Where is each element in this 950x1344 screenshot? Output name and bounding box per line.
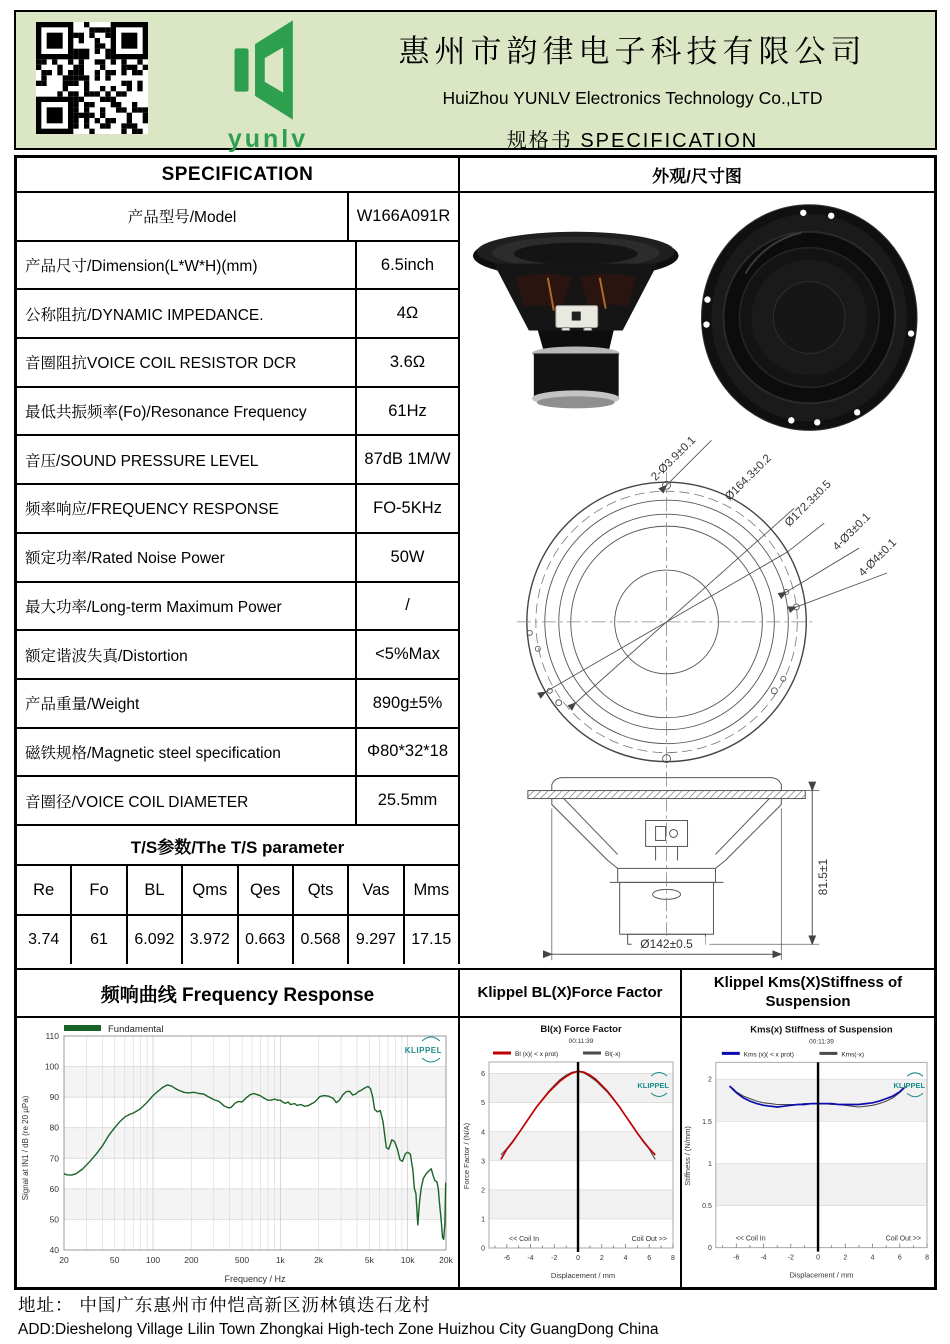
dimension-drawing [460, 193, 934, 968]
svg-text:2: 2 [599, 1255, 604, 1262]
svg-text:100: 100 [145, 1255, 161, 1265]
kms-chart-cell [682, 970, 934, 1287]
spec-label: 频率响应/FREQUENCY RESPONSE [17, 485, 357, 532]
ts-column-header: Re [17, 866, 72, 914]
svg-text:100: 100 [44, 1061, 59, 1072]
ts-values [17, 916, 460, 964]
spec-value: FO-5KHz [373, 498, 442, 517]
svg-text:-4: -4 [527, 1255, 534, 1262]
svg-text:2: 2 [481, 1187, 485, 1195]
fr-legend-swatch [64, 1025, 101, 1031]
svg-text:-4: -4 [760, 1254, 767, 1262]
svg-text:KLIPPEL: KLIPPEL [893, 1081, 926, 1091]
spec-label: 公称阻抗/DYNAMIC IMPEDANCE. [17, 290, 357, 337]
ts-value: 9.297 [349, 916, 404, 964]
svg-text:2k: 2k [314, 1255, 324, 1265]
svg-text:-6: -6 [503, 1255, 510, 1262]
spec-rows [17, 193, 460, 826]
ts-value: 0.568 [294, 916, 349, 964]
svg-text:1: 1 [707, 1160, 712, 1168]
bl-coil-in: << Coil In [509, 1236, 539, 1243]
spec-label: 产品型号/Model [17, 193, 349, 240]
front-dimension-labels [649, 434, 899, 579]
svg-text:4: 4 [623, 1255, 628, 1262]
spec-row [17, 436, 458, 485]
dim-label: Ø172.3±0.5 [782, 478, 834, 530]
svg-text:6: 6 [481, 1071, 485, 1079]
spec-label: 最大功率/Long-term Maximum Power [17, 583, 357, 630]
ts-value: 6.092 [128, 916, 183, 964]
svg-text:KLIPPEL: KLIPPEL [404, 1046, 442, 1055]
spec-value: 61Hz [388, 401, 427, 420]
spec-table-title: SPECIFICATION [17, 158, 460, 193]
bl-legend-label-2: Bl(-x) [605, 1051, 621, 1058]
svg-text:-2: -2 [787, 1254, 794, 1262]
drawing-panel-title: 外观/尺寸图 [460, 158, 934, 193]
svg-text:2: 2 [707, 1076, 712, 1084]
fr-legend-label: Fundamental [108, 1024, 164, 1035]
kms-coil-in: << Coil In [735, 1235, 766, 1243]
spec-value: 890g±5% [372, 693, 443, 712]
svg-text:4: 4 [481, 1129, 485, 1137]
kms-chart [682, 1020, 934, 1287]
ts-column-header: BL [128, 866, 183, 914]
spec-row [17, 388, 458, 437]
speaker-logo-icon [208, 16, 328, 124]
spec-row [17, 290, 458, 339]
svg-text:4: 4 [870, 1254, 875, 1262]
svg-text:20: 20 [59, 1255, 69, 1265]
svg-text:70: 70 [49, 1153, 59, 1164]
svg-text:-2: -2 [551, 1255, 558, 1262]
kms-coil-out: Coil Out >> [885, 1235, 922, 1243]
dim-label: Ø164.3±0.2 [723, 452, 774, 504]
ts-value: 61 [72, 916, 127, 964]
kms-subtitle: 00:11:39 [809, 1038, 834, 1046]
spec-value: 87dB 1M/W [364, 450, 451, 469]
spec-row [17, 242, 458, 291]
svg-text:2: 2 [843, 1254, 848, 1262]
ts-column-header: Fo [72, 866, 127, 914]
svg-text:10k: 10k [400, 1255, 415, 1265]
spec-row [17, 193, 458, 242]
kms-title: Kms(x) Stiffness of Suspension [750, 1024, 893, 1036]
svg-text:90: 90 [49, 1092, 59, 1103]
ts-value: 3.972 [183, 916, 238, 964]
svg-text:1k: 1k [275, 1255, 285, 1265]
company-name-cn: 惠州市韵律电子科技有限公司 [398, 34, 867, 69]
ts-column-header: Mms [413, 880, 450, 899]
address-en: ADD:Dieshelong Village Lilin Town Zhongkai High-tech Zone Huizhou City GuangDong China [18, 1321, 659, 1338]
kms-legend-label-2: Kms(-x) [841, 1051, 865, 1059]
dim-label: 4-Ø4±0.1 [856, 536, 900, 580]
fr-chart [17, 1020, 458, 1287]
document-title: 规格书 SPECIFICATION [506, 130, 759, 152]
spec-value: 4Ω [396, 304, 419, 323]
svg-text:20k: 20k [439, 1255, 453, 1265]
kms-ylabel: Stiffness / (N/mm) [682, 1126, 692, 1186]
svg-text:8: 8 [671, 1255, 675, 1262]
company-logo [202, 16, 334, 154]
spec-label: 最低共振频率(Fo)/Resonance Frequency [17, 388, 357, 435]
footer [18, 1292, 938, 1339]
spec-label: 额定功率/Rated Noise Power [17, 534, 357, 581]
drawing-area [460, 193, 934, 968]
spec-row [17, 339, 458, 388]
spec-value: 6.5inch [380, 255, 435, 274]
bl-ylabel: Force Factor / (N/A) [462, 1122, 471, 1190]
ts-column-header: Vas [349, 866, 404, 914]
spec-label: 额定谐波失真/Distortion [17, 631, 357, 678]
spec-row [17, 485, 458, 534]
spec-label: 磁铁规格/Magnetic steel specification [17, 729, 357, 776]
bl-chart-cell [460, 970, 682, 1287]
spec-label: 产品尺寸/Dimension(L*W*H)(mm) [17, 242, 357, 289]
spec-value: 3.6Ω [389, 352, 426, 371]
bl-chart [460, 1020, 680, 1287]
dim-label: 4-Ø3±0.1 [830, 510, 874, 554]
svg-text:200: 200 [184, 1255, 199, 1265]
svg-text:-6: -6 [733, 1254, 740, 1262]
dim-label: 2-Ø3.9±0.1 [649, 434, 699, 484]
ts-head [17, 866, 460, 916]
bl-xlabel: Displacement / mm [550, 1271, 616, 1280]
spec-value: / [405, 596, 410, 615]
main-table [14, 155, 937, 1290]
fr-header: 频响曲线 Frequency Response [17, 970, 458, 1018]
ts-column-header: Qms [183, 866, 238, 914]
logo-wordmark: yunlv [227, 125, 309, 153]
speaker-photo-front [701, 205, 917, 431]
svg-text:0: 0 [707, 1245, 712, 1253]
header-titles [338, 12, 927, 153]
frequency-response-cell [17, 970, 460, 1287]
speaker-photo-side [473, 232, 679, 409]
spec-row [17, 729, 458, 778]
svg-text:0: 0 [481, 1245, 485, 1253]
svg-text:110: 110 [45, 1031, 59, 1041]
kms-legend-label-1: Kms (x)( < x prot) [743, 1051, 794, 1059]
svg-text:0: 0 [816, 1254, 820, 1262]
company-name-en: HuiZhou YUNLV Electronics Technology Co.,LTD [442, 88, 823, 108]
address-cn: 地址： 中国广东惠州市仲恺高新区沥林镇迭石龙村 [18, 1295, 431, 1315]
bl-legend-label-1: Bl (x)( < x prot) [515, 1051, 559, 1058]
spec-row [17, 777, 458, 826]
svg-text:0: 0 [576, 1255, 580, 1262]
fr-xlabel: Frequency / Hz [224, 1274, 286, 1284]
ts-value: 3.74 [17, 916, 72, 964]
svg-text:80: 80 [49, 1122, 59, 1133]
svg-text:500: 500 [234, 1255, 250, 1265]
ts-value: 17.15 [411, 931, 452, 948]
svg-text:8: 8 [925, 1254, 929, 1262]
svg-text:5: 5 [481, 1100, 485, 1108]
front-dimension-drawing [517, 440, 887, 775]
spec-row [17, 534, 458, 583]
svg-text:50: 50 [49, 1214, 59, 1225]
charts-row [17, 968, 934, 1287]
qr-code-icon [36, 22, 148, 134]
spec-row [17, 680, 458, 729]
spec-label: 产品重量/Weight [17, 680, 357, 727]
ts-table-title: T/S参数/The T/S parameter [17, 826, 460, 866]
svg-text:KLIPPEL: KLIPPEL [637, 1081, 669, 1090]
svg-text:6: 6 [897, 1254, 902, 1262]
svg-text:5k: 5k [364, 1255, 374, 1265]
bl-title: Bl(x) Force Factor [540, 1024, 622, 1035]
svg-text:40: 40 [49, 1245, 59, 1255]
side-height-label: 81.5±1 [816, 858, 831, 896]
side-dimension-labels [632, 858, 831, 951]
spec-value: 50W [390, 547, 425, 566]
svg-text:1.5: 1.5 [702, 1118, 712, 1126]
ts-column-header: Qes [239, 866, 294, 914]
specification-column [17, 158, 460, 968]
side-dimension-drawing [528, 773, 819, 961]
spec-value: 25.5mm [377, 791, 438, 810]
kms-xlabel: Displacement / mm [789, 1270, 854, 1280]
svg-text:6: 6 [647, 1255, 652, 1262]
spec-label: 音压/SOUND PRESSURE LEVEL [17, 436, 357, 483]
drawing-column [460, 158, 934, 968]
spec-label: 音圈径/VOICE COIL DIAMETER [17, 777, 357, 824]
spec-value: <5%Max [375, 645, 440, 664]
kms-header: Klippel Kms(X)Stiffness of Suspension [682, 970, 934, 1018]
fr-ylabel: Signal at IN1 / dB (re 20 µPa) [21, 1095, 30, 1201]
svg-text:1: 1 [481, 1216, 485, 1224]
svg-text:3: 3 [481, 1158, 485, 1166]
svg-text:60: 60 [49, 1183, 59, 1194]
spec-row [17, 631, 458, 680]
svg-text:50: 50 [109, 1255, 120, 1265]
bl-coil-out: Coil Out >> [631, 1236, 667, 1243]
spec-value: W166A091R [356, 206, 451, 225]
bl-subtitle: 00:11:39 [568, 1038, 594, 1045]
svg-text:0.5: 0.5 [702, 1203, 712, 1211]
header [14, 10, 937, 153]
side-diameter-label: Ø142±0.5 [640, 937, 693, 952]
ts-value: 0.663 [239, 916, 294, 964]
bl-header: Klippel BL(X)Force Factor [460, 970, 680, 1018]
spec-row [17, 583, 458, 632]
spec-label: 音圈阻抗VOICE COIL RESISTOR DCR [17, 339, 357, 386]
ts-column-header: Qts [294, 866, 349, 914]
spec-value: Φ80*32*18 [366, 742, 449, 761]
